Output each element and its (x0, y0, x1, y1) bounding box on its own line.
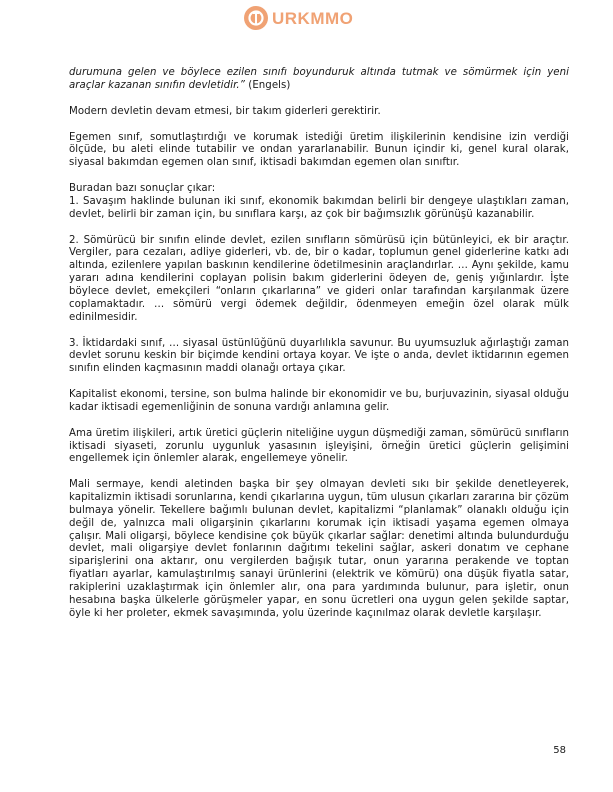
page-body (69, 67, 569, 634)
quote-text: durumuna gelen ve böylece ezilen sınıfı boyunduruk altında tutmak ve sömürmek için yeni araçlar kazanan sınıfın devletidir.” (69, 67, 569, 91)
watermark-logo (242, 3, 382, 33)
watermark-text: URKMMO (272, 9, 354, 28)
paragraph: Egemen sınıf, somutlaştırdığı ve korumak istediği üretim ilişkilerinin kendisine izin verdiği ölçüde, bu aleti elinde tutabilir ve ondan yararlanabilir. Bunun içindir ki, genel kural olarak, siyasal bakımdan egemen olan sınıf, iktisadi bakımdan egemen olan sınıftır. (69, 131, 569, 169)
paragraph-quote (69, 67, 569, 93)
page-number: 58 (553, 745, 566, 756)
list-item: 1. Savaşım haklinde bulunan iki sınıf, ekonomik bakımdan belirli bir dengeye ulaştıkları zaman, devlet, belirli bir zaman için, bu sınıflara karşı, az çok bir bağımsızlık görünüşü kazanabilir. (69, 195, 569, 220)
quote-source: (Engels) (245, 79, 291, 91)
list-item: 2. Sömürücü bir sınıfın elinde devlet, ezilen sınıfların sömürüsü için bütünleyici, ek bir araçtır. Vergiler, para cezaları, adliye giderleri, vb. de, bir o kadar, toplumun genel giderlerine katkı adı altında, ezilenlere yapılan baskının kendilerine ödetilmesinin araçlandırlar. … Aynı şekilde, kamu yararı adına kendilerini coplayan polisin bakım giderlerini ödeyen de, geniş yığınlardır. İşte böylece devlet, emekçileri “onların çıkarlarına” ve gideri onlar tarafından karşılanmak üzere coplamaktadır. … sömürü vergi ödemek değildir, ödenmeyen emeğin özel olarak mülk edinilmesidir. (69, 234, 569, 323)
paragraph: Modern devletin devam etmesi, bir takım giderleri gerektirir. (69, 105, 381, 117)
paragraph: Kapitalist ekonomi, tersine, son bulma halinde bir ekonomidir ve bu, burjuvazinin, siyasal olduğu kadar iktisadi egemenliğinin de sonuna vardığı anlamına gelir. (69, 389, 569, 413)
paragraph: Ama üretim ilişkileri, artık üretici güçlerin niteliğine uygun düşmediği zaman, sömürücü sınıfların iktisadi siyaseti, zorunlu uygunluk yasasının işleyişini, örneğin üretici güçlerin gelişimini engellemek için önlemler alarak, engellemeye yönelir. (69, 427, 569, 465)
list-intro: Buradan bazı sonuçlar çıkar: (69, 183, 216, 195)
list-item: 3. İktidardaki sınıf, … siyasal üstünlüğünü duyarlılıkla savunur. Bu uyumsuzluk ağırlaştığı zaman devlet sorunu keskin bir biçimde kendini ortaya koyar. Ve işte o anda, devlet iktidarının egemen sınıfın elinden kaçmasının maddi olanağı ortaya çıkar. (69, 337, 569, 375)
paragraph: Mali sermaye, kendi aletinden başka bir şey olmayan devleti sıkı bir şekilde denetleyerek, kapitalizmin iktisadi sorunlarına, kendi çıkarlarına uygun, tüm ulusun çıkarları zararına bir çözüm bulmaya yönelir. Tekellere bağımlı bulunan devlet, kapitalizmi “planlamak” olanaklı olduğu için değil de, yalnızca mali oligarşinin çıkarlarını korumak için iktisadi yaşama egemen olmaya çalışır. Mali oligarşi, böylece kendisine çok büyük çıkarlar sağlar: denetimi altında bulundurduğu devlet, mali oligarşiye devlet fonlarının dağıtımı tekelini sağlar, askeri donatım ve cephane siparişlerini ona aktarır, onu vergilerden bağışık tutar, onun yararına perakende ve toptan fiyatları ayarlar, kamulaştırılmış sanayi ürünlerini (elektrik ve kömürü) ona düşük fiyatla satar, rakiplerini uzaklaştırmak için önlemler alır, ona para yardımında bulunur, para işletir, onun hesabına başka ülkelerle görüşmeler yapar, en sonu ücretleri ona uygun gelen şekilde saptar, öyle ki her proleter, ekmek savaşımında, yolu üzerinde kaçınılmaz olarak devletle karşılaşır. (69, 479, 569, 619)
logo-icon (242, 3, 382, 33)
